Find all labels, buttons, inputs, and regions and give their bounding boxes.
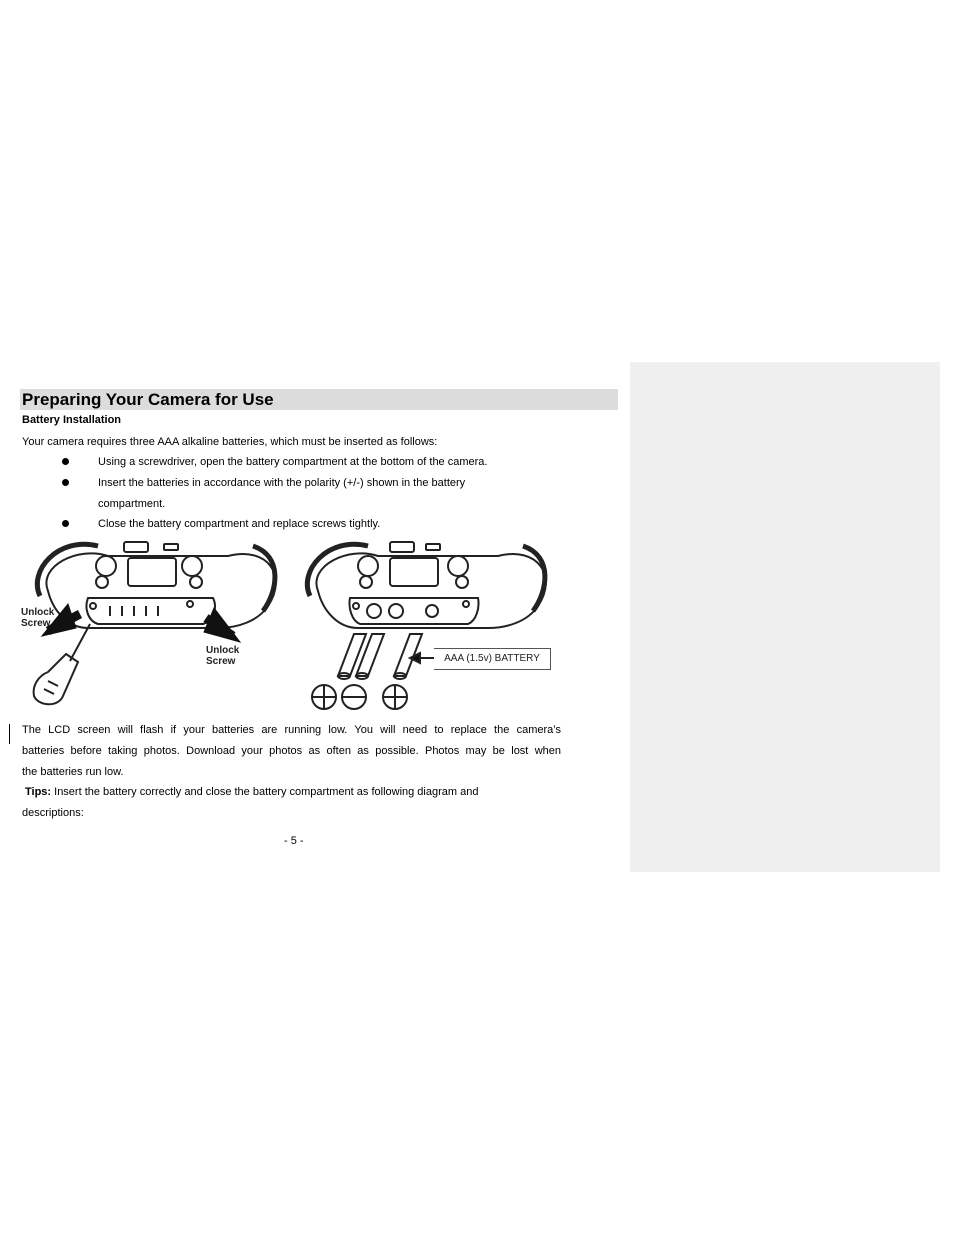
tips-line-continued: descriptions: [22,807,84,819]
polarity-plus-icon [383,685,407,709]
battery-diagram [18,536,558,716]
bullet-icon [62,458,69,465]
section-heading: Preparing Your Camera for Use [22,390,274,409]
bullet-item-continued: compartment. [98,498,166,510]
bullet-icon [62,520,69,527]
subheading: Battery Installation [22,414,122,426]
battery-label: AAA (1.5v) BATTERY [434,648,551,670]
tips-line [25,785,478,799]
figure-label: Unlock [206,645,240,656]
polarity-plus-icon [312,685,336,709]
body-paragraph-line: the batteries run low. [22,766,124,778]
intro-text: Your camera requires three AAA alkaline batteries, which must be inserted as follows: [22,436,438,448]
bullet-item: Insert the batteries in accordance with the polarity (+/-) shown in the battery [98,477,466,489]
polarity-minus-icon [342,685,366,709]
body-paragraph-line: batteries before taking photos. Download your photos as often as possible. Photos may be lost when [22,745,561,757]
figure-label: Screw [206,656,236,667]
tips-label: Tips: [25,786,52,798]
bullet-item: Close the battery compartment and replace screws tightly. [98,518,381,530]
figure-label: Unlock [21,607,55,618]
text-cursor [9,724,10,744]
bullet-icon [62,479,69,486]
page-number: - 5 - [284,835,304,847]
body-paragraph-line: The LCD screen will flash if your batteries are running low. You will need to replace the camera’s [22,724,561,736]
tips-text: Insert the battery correctly and close the battery compartment as following diagram and [51,786,479,798]
bullet-item: Using a screwdriver, open the battery compartment at the bottom of the camera. [98,456,488,468]
figure-label: Screw [21,618,51,629]
